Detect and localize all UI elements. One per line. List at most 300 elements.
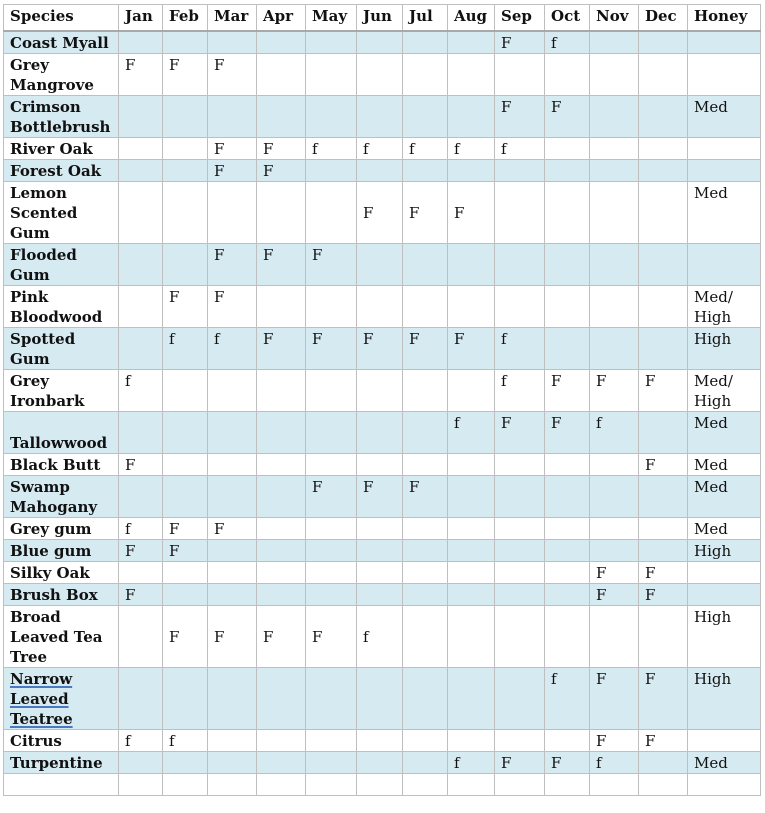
month-cell-mar [208,31,257,54]
month-cell-apr [257,584,306,606]
honey-cell: Med [688,182,761,244]
month-cell-mar [208,668,257,730]
month-cell-may [306,160,357,182]
table-row [4,160,761,182]
month-cell-jan [119,774,163,796]
column-header-may: May [306,5,357,32]
month-cell-apr: F [257,160,306,182]
month-cell-may [306,668,357,730]
column-header-jun: Jun [357,5,403,32]
species-cell: Broad Leaved Tea Tree [4,606,119,668]
month-cell-mar [208,96,257,138]
month-cell-may [306,54,357,96]
month-cell-sep: f [495,370,545,412]
month-cell-jun [357,774,403,796]
species-cell: Forest Oak [4,160,119,182]
table-row [4,562,761,584]
month-cell-oct [545,774,590,796]
month-cell-jan: F [119,584,163,606]
honey-cell: Med [688,96,761,138]
month-cell-jan [119,328,163,370]
month-cell-jul [403,454,448,476]
month-cell-aug [448,31,495,54]
species-cell: Turpentine [4,752,119,774]
month-cell-feb [163,160,208,182]
month-cell-feb [163,31,208,54]
month-cell-jun [357,668,403,730]
month-cell-mar [208,584,257,606]
species-cell: Spotted Gum [4,328,119,370]
month-cell-dec [639,752,688,774]
month-cell-aug [448,476,495,518]
honey-cell [688,31,761,54]
month-cell-apr [257,286,306,328]
month-cell-jun [357,454,403,476]
month-cell-mar [208,412,257,454]
month-cell-apr [257,562,306,584]
month-cell-oct [545,476,590,518]
month-cell-dec [639,96,688,138]
month-cell-nov: f [590,752,639,774]
table-row [4,774,761,796]
month-cell-apr [257,476,306,518]
month-cell-jun: F [357,476,403,518]
month-cell-mar: F [208,160,257,182]
month-cell-apr [257,454,306,476]
table-row [4,454,761,476]
month-cell-sep [495,562,545,584]
month-cell-oct [545,138,590,160]
month-cell-dec [639,31,688,54]
honey-cell [688,774,761,796]
month-cell-jul [403,244,448,286]
column-header-oct: Oct [545,5,590,32]
month-cell-apr [257,31,306,54]
month-cell-jan [119,160,163,182]
month-cell-jun [357,730,403,752]
month-cell-nov [590,774,639,796]
month-cell-jul: F [403,476,448,518]
column-header-sep: Sep [495,5,545,32]
month-cell-may [306,774,357,796]
month-cell-oct [545,244,590,286]
month-cell-dec [639,54,688,96]
month-cell-jul [403,584,448,606]
month-cell-dec [639,774,688,796]
month-cell-aug: f [448,412,495,454]
month-cell-aug [448,160,495,182]
month-cell-jan: f [119,370,163,412]
month-cell-dec [639,606,688,668]
table-row [4,752,761,774]
month-cell-jul [403,668,448,730]
month-cell-feb [163,412,208,454]
month-cell-nov: F [590,370,639,412]
month-cell-mar [208,182,257,244]
column-header-nov: Nov [590,5,639,32]
honey-cell [688,730,761,752]
month-cell-sep [495,606,545,668]
species-cell: Crimson Bottlebrush [4,96,119,138]
month-cell-oct: f [545,668,590,730]
month-cell-feb [163,668,208,730]
month-cell-nov [590,606,639,668]
month-cell-jan [119,138,163,160]
month-cell-jan [119,182,163,244]
month-cell-jan [119,31,163,54]
species-cell: Flooded Gum [4,244,119,286]
month-cell-aug: f [448,752,495,774]
month-cell-mar: F [208,518,257,540]
month-cell-feb [163,584,208,606]
month-cell-mar [208,730,257,752]
month-cell-jun [357,370,403,412]
month-cell-dec [639,244,688,286]
month-cell-may [306,730,357,752]
month-cell-dec [639,160,688,182]
month-cell-oct [545,730,590,752]
table-row [4,31,761,54]
column-header-honey: Honey [688,5,761,32]
month-cell-feb [163,454,208,476]
species-cell: Lemon Scented Gum [4,182,119,244]
month-cell-jun [357,540,403,562]
month-cell-mar [208,454,257,476]
month-cell-aug [448,730,495,752]
species-cell: Brush Box [4,584,119,606]
month-cell-mar [208,370,257,412]
month-cell-nov [590,160,639,182]
month-cell-feb: f [163,730,208,752]
month-cell-jun: f [357,606,403,668]
month-cell-may [306,540,357,562]
month-cell-may: F [306,328,357,370]
month-cell-nov [590,454,639,476]
month-cell-sep: F [495,31,545,54]
month-cell-dec [639,138,688,160]
species-cell [4,774,119,796]
month-cell-aug [448,370,495,412]
month-cell-nov [590,328,639,370]
month-cell-may [306,454,357,476]
species-cell: Blue gum [4,540,119,562]
month-cell-jul [403,31,448,54]
month-cell-jul [403,370,448,412]
honey-cell [688,160,761,182]
column-header-species: Species [4,5,119,32]
month-cell-sep [495,54,545,96]
month-cell-aug [448,606,495,668]
month-cell-jul [403,752,448,774]
month-cell-jul [403,160,448,182]
month-cell-apr: F [257,244,306,286]
month-cell-mar: F [208,606,257,668]
month-cell-mar: f [208,328,257,370]
month-cell-jan [119,286,163,328]
month-cell-jul [403,412,448,454]
month-cell-oct [545,160,590,182]
month-cell-jul [403,562,448,584]
species-cell: Silky Oak [4,562,119,584]
month-cell-mar: F [208,54,257,96]
month-cell-jun [357,752,403,774]
month-cell-jun: F [357,328,403,370]
month-cell-jul [403,730,448,752]
month-cell-aug: F [448,182,495,244]
month-cell-dec [639,328,688,370]
month-cell-feb [163,96,208,138]
month-cell-mar [208,476,257,518]
table-row [4,518,761,540]
month-cell-apr [257,668,306,730]
month-cell-dec [639,182,688,244]
month-cell-feb [163,244,208,286]
month-cell-apr [257,370,306,412]
month-cell-mar: F [208,244,257,286]
month-cell-mar [208,562,257,584]
table-row [4,138,761,160]
column-header-dec: Dec [639,5,688,32]
month-cell-apr [257,774,306,796]
month-cell-dec: F [639,668,688,730]
month-cell-aug [448,540,495,562]
month-cell-jul [403,286,448,328]
month-cell-jun [357,286,403,328]
species-cell: Pink Bloodwood [4,286,119,328]
month-cell-may: F [306,244,357,286]
table-row [4,286,761,328]
month-cell-nov [590,138,639,160]
month-cell-dec: F [639,584,688,606]
month-cell-oct [545,606,590,668]
month-cell-mar: F [208,286,257,328]
month-cell-sep [495,244,545,286]
month-cell-may: F [306,606,357,668]
month-cell-aug: f [448,138,495,160]
month-cell-jul [403,518,448,540]
species-cell: River Oak [4,138,119,160]
month-cell-may [306,182,357,244]
month-cell-oct: F [545,96,590,138]
month-cell-nov [590,182,639,244]
month-cell-nov: F [590,668,639,730]
month-cell-jun [357,584,403,606]
species-cell: Citrus [4,730,119,752]
month-cell-apr: F [257,328,306,370]
honey-cell [688,562,761,584]
species-cell: Grey Mangrove [4,54,119,96]
species-cell: Grey Ironbark [4,370,119,412]
month-cell-apr [257,518,306,540]
month-cell-aug [448,584,495,606]
honey-cell: High [688,668,761,730]
table-row [4,476,761,518]
month-cell-feb [163,562,208,584]
month-cell-apr [257,412,306,454]
month-cell-jul [403,606,448,668]
column-header-jan: Jan [119,5,163,32]
month-cell-dec [639,518,688,540]
month-cell-jul: F [403,182,448,244]
table-body [4,31,761,796]
species-cell: Coast Myall [4,31,119,54]
month-cell-sep: f [495,138,545,160]
month-cell-sep [495,160,545,182]
month-cell-nov: F [590,584,639,606]
month-cell-feb: F [163,606,208,668]
month-cell-jan: F [119,454,163,476]
species-cell: Grey gum [4,518,119,540]
month-cell-aug [448,244,495,286]
month-cell-feb [163,774,208,796]
month-cell-oct [545,328,590,370]
column-header-apr: Apr [257,5,306,32]
month-cell-oct: f [545,31,590,54]
month-cell-jan [119,606,163,668]
month-cell-dec [639,540,688,562]
month-cell-jul: f [403,138,448,160]
month-cell-sep: f [495,328,545,370]
month-cell-jan [119,412,163,454]
month-cell-dec: F [639,370,688,412]
month-cell-may [306,584,357,606]
month-cell-oct [545,54,590,96]
month-cell-nov [590,286,639,328]
honey-cell [688,54,761,96]
month-cell-aug [448,286,495,328]
month-cell-apr [257,752,306,774]
month-cell-oct: F [545,370,590,412]
month-cell-jun: F [357,182,403,244]
month-cell-mar [208,540,257,562]
month-cell-feb: f [163,328,208,370]
month-cell-oct [545,454,590,476]
month-cell-sep: F [495,752,545,774]
column-header-jul: Jul [403,5,448,32]
honey-cell: High [688,540,761,562]
table-row [4,668,761,730]
month-cell-sep [495,476,545,518]
month-cell-oct [545,518,590,540]
month-cell-mar [208,774,257,796]
month-cell-aug [448,454,495,476]
month-cell-jun [357,244,403,286]
month-cell-aug [448,562,495,584]
table-row [4,96,761,138]
honey-cell: High [688,328,761,370]
month-cell-jan: F [119,54,163,96]
month-cell-nov [590,540,639,562]
table-row [4,730,761,752]
honey-cell: Med [688,476,761,518]
month-cell-nov: F [590,562,639,584]
table-row [4,328,761,370]
month-cell-apr [257,540,306,562]
month-cell-apr: F [257,606,306,668]
species-name: Narrow Leaved Teatree [10,670,73,728]
month-cell-oct: F [545,752,590,774]
month-cell-oct [545,540,590,562]
header-row [4,5,761,32]
month-cell-jan [119,752,163,774]
month-cell-oct [545,182,590,244]
month-cell-apr [257,96,306,138]
month-cell-jan [119,476,163,518]
month-cell-apr [257,54,306,96]
month-cell-jan: f [119,518,163,540]
month-cell-may [306,412,357,454]
month-cell-may [306,752,357,774]
month-cell-aug [448,668,495,730]
honey-cell: Med [688,752,761,774]
month-cell-may [306,518,357,540]
month-cell-may: f [306,138,357,160]
species-cell [4,668,119,730]
month-cell-feb [163,476,208,518]
month-cell-mar: F [208,138,257,160]
month-cell-sep [495,454,545,476]
month-cell-jun [357,160,403,182]
month-cell-jan [119,96,163,138]
month-cell-feb: F [163,54,208,96]
month-cell-may [306,286,357,328]
month-cell-jun [357,412,403,454]
table-row [4,412,761,454]
month-cell-feb [163,752,208,774]
month-cell-feb: F [163,286,208,328]
month-cell-jun [357,54,403,96]
month-cell-sep [495,286,545,328]
month-cell-dec: F [639,454,688,476]
month-cell-oct: F [545,412,590,454]
month-cell-dec [639,412,688,454]
month-cell-nov [590,476,639,518]
month-cell-sep [495,540,545,562]
month-cell-oct [545,562,590,584]
honey-cell [688,244,761,286]
honey-cell: Med [688,454,761,476]
month-cell-jan [119,244,163,286]
flowering-table [3,4,761,796]
month-cell-feb [163,370,208,412]
month-cell-dec: F [639,562,688,584]
honey-cell: Med/ High [688,286,761,328]
species-cell: Swamp Mahogany [4,476,119,518]
species-cell: Black Butt [4,454,119,476]
month-cell-jul [403,96,448,138]
month-cell-sep: F [495,96,545,138]
month-cell-jan [119,668,163,730]
month-cell-jun [357,518,403,540]
month-cell-dec [639,476,688,518]
month-cell-apr [257,730,306,752]
honey-cell: Med [688,518,761,540]
month-cell-dec: F [639,730,688,752]
table-row [4,54,761,96]
month-cell-sep [495,518,545,540]
month-cell-aug: F [448,328,495,370]
month-cell-feb: F [163,540,208,562]
month-cell-feb: F [163,518,208,540]
table-row [4,606,761,668]
month-cell-mar [208,752,257,774]
month-cell-may [306,31,357,54]
month-cell-nov [590,54,639,96]
month-cell-jan: f [119,730,163,752]
month-cell-may [306,96,357,138]
column-header-aug: Aug [448,5,495,32]
month-cell-may [306,562,357,584]
